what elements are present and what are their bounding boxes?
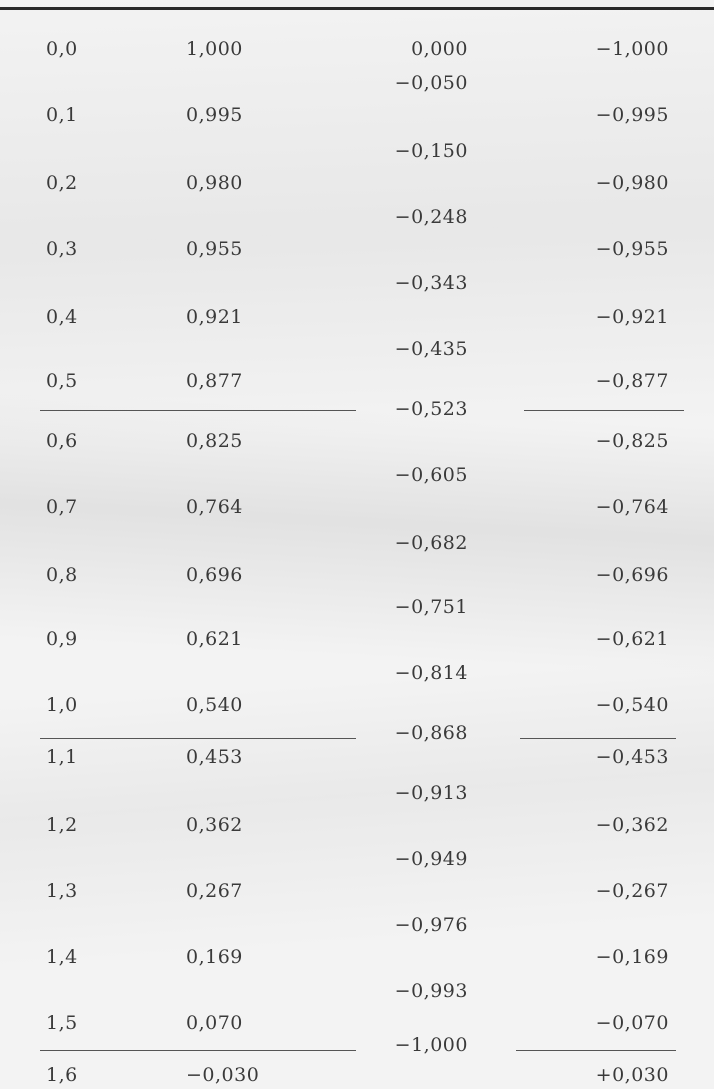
- x-cell: 1,1: [46, 746, 78, 768]
- x-cell: 1,3: [46, 880, 78, 902]
- f-cell: 0,621: [186, 628, 243, 650]
- g-cell: +0,030: [595, 1064, 669, 1086]
- f-cell: 0,825: [186, 430, 243, 452]
- difference-cell: −0,050: [394, 72, 468, 94]
- group-rule: [40, 1050, 356, 1051]
- top-rule: [0, 7, 714, 10]
- x-cell: 1,6: [46, 1064, 78, 1086]
- group-rule: [524, 410, 684, 411]
- g-cell: −0,070: [595, 1012, 669, 1034]
- g-cell: −0,980: [595, 172, 669, 194]
- x-cell: 0,3: [46, 238, 78, 260]
- f-cell: 0,764: [186, 496, 243, 518]
- f-cell: 0,453: [186, 746, 243, 768]
- difference-cell: −0,523: [394, 398, 468, 420]
- x-cell: 0,8: [46, 564, 78, 586]
- g-cell: −0,169: [595, 946, 669, 968]
- x-cell: 0,5: [46, 370, 78, 392]
- g-cell: −0,764: [595, 496, 669, 518]
- g-cell: −0,955: [595, 238, 669, 260]
- g-cell: −1,000: [595, 38, 669, 60]
- g-cell: −0,995: [595, 104, 669, 126]
- difference-cell: −0,751: [394, 596, 468, 618]
- group-rule: [40, 410, 356, 411]
- difference-cell: −0,605: [394, 464, 468, 486]
- difference-cell: −0,248: [394, 206, 468, 228]
- difference-cell: −0,343: [394, 272, 468, 294]
- x-cell: 0,7: [46, 496, 78, 518]
- g-cell: −0,621: [595, 628, 669, 650]
- f-cell: 0,921: [186, 306, 243, 328]
- group-rule: [40, 738, 356, 739]
- g-cell: −0,453: [595, 746, 669, 768]
- f-cell: 0,877: [186, 370, 243, 392]
- g-cell: −0,921: [595, 306, 669, 328]
- x-cell: 0,6: [46, 430, 78, 452]
- f-cell: 0,070: [186, 1012, 243, 1034]
- difference-cell: −1,000: [394, 1034, 468, 1056]
- f-cell: 0,696: [186, 564, 243, 586]
- x-cell: 0,4: [46, 306, 78, 328]
- difference-cell: −0,868: [394, 722, 468, 744]
- f-cell: 0,267: [186, 880, 243, 902]
- x-cell: 0,2: [46, 172, 78, 194]
- f-cell: 0,540: [186, 694, 243, 716]
- x-cell: 0,0: [46, 38, 78, 60]
- f-cell: 1,000: [186, 38, 243, 60]
- difference-cell: −0,435: [394, 338, 468, 360]
- x-cell: 1,2: [46, 814, 78, 836]
- g-cell: −0,362: [595, 814, 669, 836]
- difference-cell: −0,913: [394, 782, 468, 804]
- f-cell: 0,362: [186, 814, 243, 836]
- x-cell: 1,5: [46, 1012, 78, 1034]
- x-cell: 0,1: [46, 104, 78, 126]
- f-cell: 0,169: [186, 946, 243, 968]
- x-cell: 1,0: [46, 694, 78, 716]
- g-cell: −0,696: [595, 564, 669, 586]
- g-cell: −0,540: [595, 694, 669, 716]
- group-rule: [520, 738, 676, 739]
- difference-cell: −0,976: [394, 914, 468, 936]
- g-cell: −0,877: [595, 370, 669, 392]
- group-rule: [516, 1050, 676, 1051]
- difference-cell: −0,682: [394, 532, 468, 554]
- difference-cell: 0,000: [411, 38, 468, 60]
- x-cell: 1,4: [46, 946, 78, 968]
- f-cell: 0,980: [186, 172, 243, 194]
- g-cell: −0,267: [595, 880, 669, 902]
- x-cell: 0,9: [46, 628, 78, 650]
- f-cell: −0,030: [186, 1064, 260, 1086]
- difference-cell: −0,993: [394, 980, 468, 1002]
- difference-cell: −0,949: [394, 848, 468, 870]
- difference-cell: −0,814: [394, 662, 468, 684]
- f-cell: 0,955: [186, 238, 243, 260]
- difference-cell: −0,150: [394, 140, 468, 162]
- f-cell: 0,995: [186, 104, 243, 126]
- g-cell: −0,825: [595, 430, 669, 452]
